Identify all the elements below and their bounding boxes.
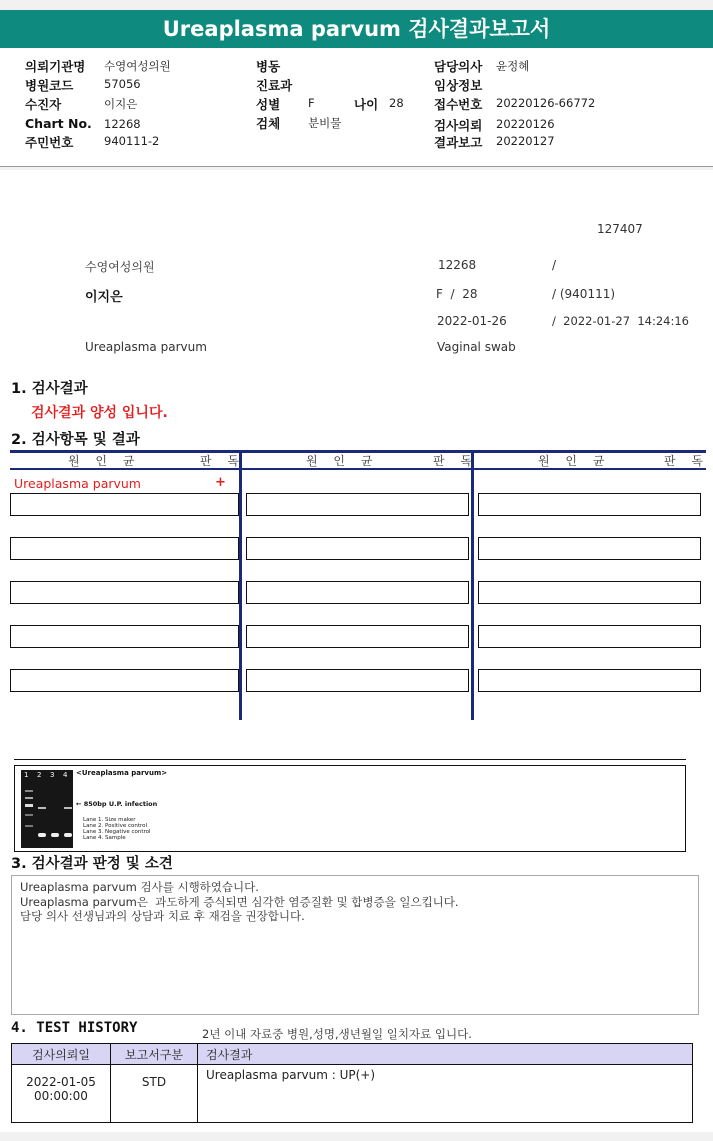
col-result-2: 판 독: [433, 454, 478, 468]
result-cell: [478, 669, 701, 692]
primer-band: [51, 833, 59, 837]
history-type: STD: [111, 1065, 198, 1123]
opinion-text: [20, 880, 459, 924]
report-specimen: Vaginal swab: [437, 340, 516, 354]
table-divider-2: [471, 450, 474, 720]
report-birth: / (940111): [552, 287, 616, 301]
primer-band: [38, 833, 46, 837]
ladder-band: [25, 825, 33, 827]
history-result: Ureaplasma parvum : UP(+): [198, 1065, 693, 1123]
label-request-date: 검사의뢰: [434, 118, 483, 133]
item-ureaplasma-result: +: [215, 475, 226, 490]
result-cell: [10, 493, 239, 516]
label-department: 진료과: [256, 78, 293, 93]
col-pathogen-2: 원 인 균: [306, 454, 379, 468]
value-chart-no: 12268: [104, 117, 141, 131]
label-resident-no: 주민번호: [25, 135, 74, 150]
value-hospital-code: 57056: [104, 77, 141, 91]
ladder-band: [25, 814, 33, 816]
lane-label: 3: [50, 771, 55, 779]
report-code: 127407: [597, 222, 643, 236]
ladder-band: [25, 797, 33, 799]
section2-title: 2. 검사항목 및 결과: [11, 432, 140, 448]
result-cell: [10, 581, 239, 604]
value-sex: F: [308, 96, 315, 110]
history-col-date: 검사의뢰일: [12, 1044, 111, 1065]
opinion-line: Ureaplasma parvum은 과도하게 증식되면 심각한 염증질환 및 합병증을 일으킵니다.: [20, 894, 459, 909]
label-sex: 성별: [256, 97, 281, 112]
value-age: 28: [389, 96, 404, 110]
label-doctor: 담당의사: [434, 59, 483, 74]
label-chart-no: Chart No.: [25, 116, 92, 131]
history-col-type: 보고서구분: [111, 1044, 198, 1065]
gel-photo: [21, 770, 73, 848]
sample-band: [38, 807, 46, 809]
report-body: [0, 170, 713, 1132]
history-note: 2년 이내 자료중 병원,성명,생년월일 일치자료 입니다.: [202, 1027, 472, 1041]
section1-title: 1. 검사결과: [11, 381, 88, 397]
table-divider-1: [239, 450, 242, 720]
value-clinic: 수영여성의원: [104, 59, 171, 73]
label-hospital-code: 병원코드: [25, 78, 74, 93]
sample-band: [64, 807, 72, 809]
label-age: 나이: [354, 97, 379, 112]
value-receipt-no: 20220126-66772: [496, 96, 596, 110]
gel-legend: Lane 4. Sample: [83, 835, 126, 841]
history-date-cell: [12, 1065, 111, 1123]
report-chart: 12268: [438, 258, 477, 272]
label-patient: 수진자: [25, 97, 62, 112]
label-receipt-no: 접수번호: [434, 97, 483, 112]
label-report-date: 결과보고: [434, 135, 483, 150]
ladder-band: [25, 804, 33, 807]
value-patient: 이지은: [104, 97, 138, 111]
lane-label: 4: [63, 771, 68, 779]
item-ureaplasma: Ureaplasma parvum: [14, 476, 141, 491]
report-title: Ureaplasma parvum 검사결과보고서: [0, 10, 713, 49]
label-specimen: 검체: [256, 116, 281, 131]
report-time: / 2022-01-27 14:24:16: [552, 314, 689, 328]
opinion-line: 담당 의사 선생님과의 상담과 치료 후 재검을 권장합니다.: [20, 909, 305, 923]
section4-title: 4. TEST HISTORY: [11, 1020, 138, 1036]
result-cell: [478, 537, 701, 560]
result-cell: [246, 669, 469, 692]
value-specimen: 분비물: [308, 116, 342, 130]
result-cell: [10, 625, 239, 648]
gel-legend: Lane 2. Positive control: [83, 823, 148, 829]
primer-band: [64, 833, 72, 837]
gel-legend: Lane 3. Negative control: [83, 829, 151, 835]
report-clinic: 수영여성의원: [85, 260, 155, 274]
header-panel: [0, 48, 713, 167]
gel-title: <Ureaplasma parvum>: [76, 769, 168, 777]
value-doctor: 윤정혜: [496, 59, 530, 73]
gel-image-panel: [14, 765, 686, 852]
result-cell: [478, 581, 701, 604]
gel-top-rule: [14, 759, 686, 760]
table-row: [12, 1065, 693, 1123]
opinion-box: [11, 875, 699, 1015]
result-cell: [478, 625, 701, 648]
label-clinical-info: 임상정보: [434, 78, 483, 93]
gel-marker: ← 850bp U.P. infection: [76, 800, 158, 808]
lane-label: 2: [37, 771, 42, 779]
history-time: 00:00:00: [34, 1089, 88, 1103]
result-positive: 검사결과 양성 입니다.: [31, 405, 168, 421]
opinion-line: Ureaplasma parvum 검사를 시행하였습니다.: [20, 880, 259, 894]
ladder-band: [25, 790, 33, 792]
report-test-name: Ureaplasma parvum: [85, 340, 207, 354]
section3-title: 3. 검사결과 판정 및 소견: [11, 856, 173, 872]
lane-label: 1: [24, 771, 29, 779]
value-report-date: 20220127: [496, 134, 555, 148]
history-col-result: 검사결과: [198, 1044, 693, 1065]
col-result-3: 판 독: [664, 454, 709, 468]
report-sex-age: F / 28: [436, 287, 478, 301]
col-pathogen-3: 원 인 균: [538, 454, 611, 468]
result-cell: [246, 493, 469, 516]
report-patient-name: 이지은: [85, 290, 123, 305]
label-clinic: 의뢰기관명: [25, 59, 86, 74]
result-cell: [246, 625, 469, 648]
result-cell: [478, 493, 701, 516]
col-result-1: 판 독: [200, 454, 245, 468]
col-pathogen-1: 원 인 균: [68, 454, 141, 468]
history-table: [11, 1043, 693, 1123]
result-cell: [10, 537, 239, 560]
report-slash: /: [552, 258, 557, 272]
result-cell: [246, 537, 469, 560]
result-cell: [10, 669, 239, 692]
gel-legend: Lane 1. Size maker: [83, 817, 136, 823]
result-cell: [246, 581, 469, 604]
value-request-date: 20220126: [496, 117, 555, 131]
report-date: 2022-01-26: [437, 314, 507, 328]
value-resident-no: 940111-2: [104, 134, 160, 148]
history-date: 2022-01-05: [26, 1075, 96, 1089]
label-ward: 병동: [256, 59, 281, 74]
